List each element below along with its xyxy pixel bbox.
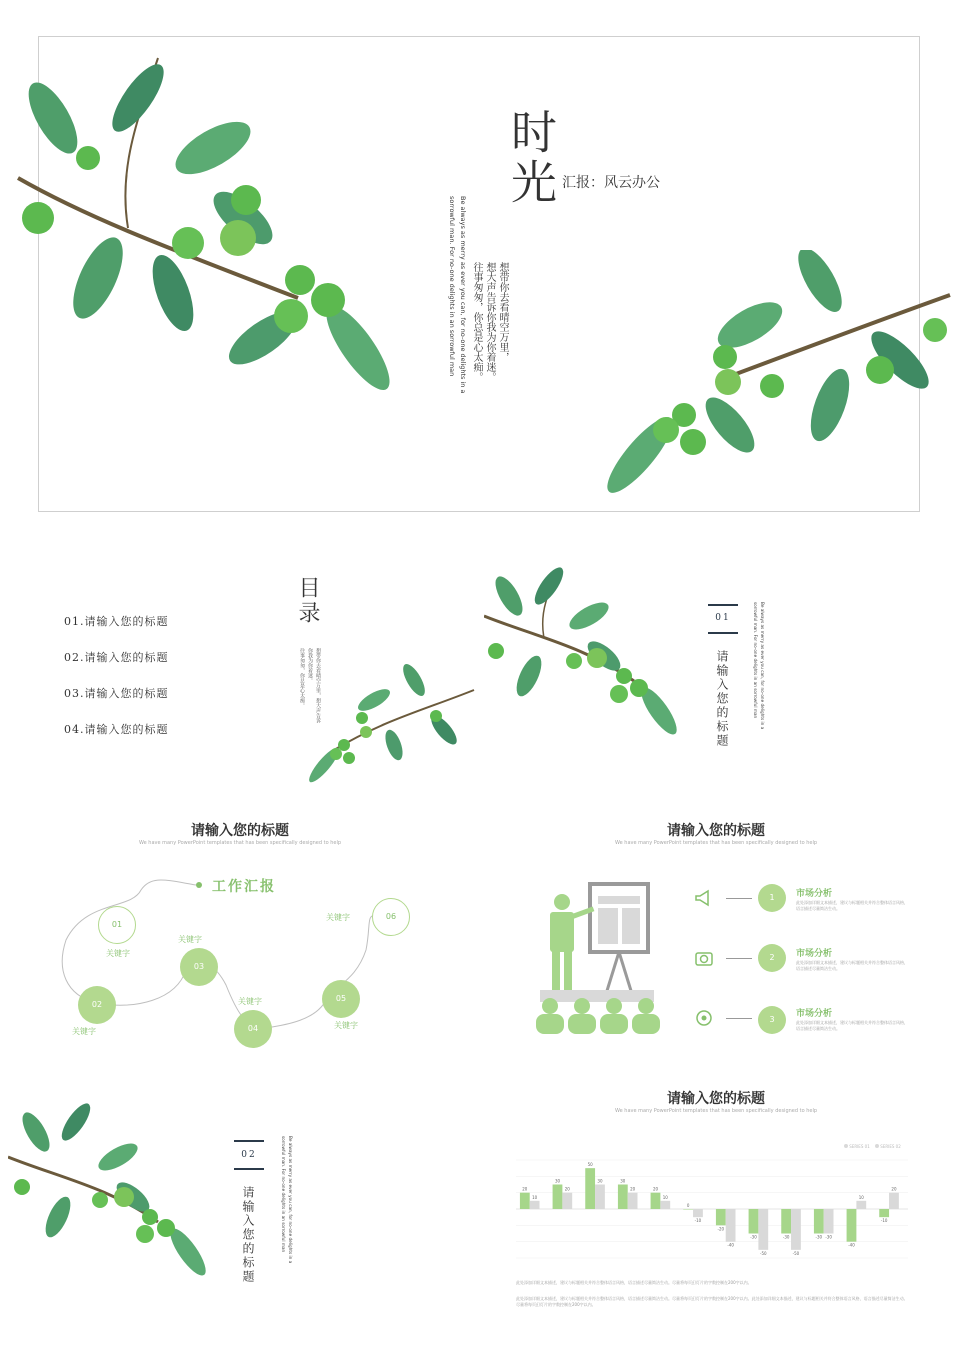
bar-1-5 [651,1193,661,1209]
legend-label-2: SERIES 02 [880,1144,901,1149]
chart-note-1: 此处添加详细文本描述，建议与标题相关并符合整体语言风格，语言描述尽量简洁生动。尽量将每页幻灯片的字数控制在200字以内。 [516,1280,752,1285]
poem-line-2: 想大声告诉你我为你着迷。 [484,262,495,382]
bar-label-1-4: 30 [620,1178,626,1184]
cover-title: 时光 [504,108,558,208]
section2-number: 02 [241,1150,257,1160]
chart-legend [844,1144,901,1149]
bar-2-4 [628,1193,638,1209]
section1-title: 请输入您的标题 [715,650,729,748]
bar-label-1-7: -20 [717,1226,725,1232]
bar-1-8 [749,1209,759,1234]
flow-node-04: 04 [234,1010,272,1048]
section1-number: 01 [715,613,731,623]
section2-note: Be always as merry as ever you can, for no-one delights in a sorrowful man. For no-one delights in an sorrowful man [281,1136,293,1264]
flow-node-03: 03 [180,948,218,986]
legend-label-1: SERIES 01 [849,1144,870,1149]
flow-header: 工作汇报 [212,879,276,895]
megaphone-icon [694,888,714,908]
flow-subtitle: We have many PowerPoint templates that has been specifically designed to help [138,840,342,846]
branch-illustration-left [8,48,408,408]
flow-keyword-05: 关键字 [334,1021,358,1030]
flow-title: 请输入您的标题 [191,823,289,839]
section2-rule-bottom [234,1168,264,1170]
bar-1-9 [781,1209,791,1234]
branch-illustration-section2 [8,1102,208,1282]
flow-node-02: 02 [78,986,116,1024]
branch-illustration-section1 [484,566,680,744]
poem-en-line-1: Be always as merry as ever you can, for no-one delights in a [459,196,467,394]
cover-poem-en [446,196,468,460]
arrow-line-3 [726,1018,752,1019]
bar-label-1-2: 30 [554,1178,561,1184]
bar-1-6 [683,1209,693,1210]
flow-keyword-03: 关键字 [178,935,202,944]
bar-2-11 [856,1201,866,1209]
poem-line-3: 往事匆匆，你总是心太痴。 [471,262,482,382]
poem-en-line-2: sorrowful man. For no-one delights in an sorrowful man [448,196,456,377]
bar-label-2-4: 20 [630,1186,636,1192]
bar-label-1-11: -40 [848,1242,855,1248]
bar-label-1-8: -30 [750,1234,757,1240]
toc-item-1[interactable]: 01.请输入您的标题 [64,615,169,628]
bar-label-1-9: -30 [782,1234,790,1240]
bar-label-2-2: 20 [564,1186,570,1192]
bar-2-6 [693,1209,703,1217]
camera-icon [694,948,714,968]
poem-line-1: 想带你去看晴空万里， [497,262,508,362]
toc-item-2[interactable]: 02.请输入您的标题 [64,651,169,664]
bar-2-7 [726,1209,736,1242]
bar-label-1-12: -10 [880,1218,888,1224]
bar-1-12 [879,1209,889,1217]
toc-item-3[interactable]: 03.请输入您的标题 [64,687,169,700]
market-heading-2: 市场分析 [796,949,833,959]
bar-2-9 [791,1209,801,1250]
bar-2-8 [758,1209,768,1250]
market-text-3: 此处添加详细文本描述，建议与标题相关并符合整体语言风格，语言描述尽量简洁生动。 [796,1020,908,1031]
bar-label-2-9: -50 [792,1250,800,1256]
legend-dot-2 [875,1144,879,1148]
chart-note-2: 此处添加详细文本描述，建议与标题相关并符合整体语言风格，语言描述尽量简洁生动。尽量将每页幻灯片的字数控制在200字以内。此处添加详细文本描述，建议与标题相关并符合整体语言风格，语言描述尽量简洁生动。尽量将每页幻灯片的字数控制在200字以内。 [516,1296,908,1307]
bar-2-5 [660,1201,670,1209]
bar-2-1 [530,1201,540,1209]
flow-node-01: 01 [98,906,136,944]
bar-label-2-6: -10 [694,1218,702,1224]
bar-label-2-5: 10 [662,1194,668,1200]
branch-illustration-right [600,250,952,506]
bar-label-2-10: -30 [825,1234,832,1240]
section1-rule-top [708,604,738,606]
bar-2-10 [824,1209,834,1234]
bar-2-2 [562,1193,572,1209]
cover-poem-cn [470,262,509,462]
bar-1-4 [618,1185,628,1210]
flow-keyword-06: 关键字 [326,913,350,922]
bar-1-10 [814,1209,824,1234]
toc-note-line-1: 想带你去看晴空万里，想大声告诉你我为你着迷。 [307,648,321,723]
bar-1-2 [553,1185,563,1210]
market-heading-3: 市场分析 [796,1009,833,1019]
target-icon [694,1008,714,1028]
toc-item-4[interactable]: 04.请输入您的标题 [64,723,169,736]
bar-1-3 [585,1168,595,1209]
flow-keyword-04: 关键字 [238,997,262,1006]
flow-node-05: 05 [322,980,360,1018]
market-title: 请输入您的标题 [667,823,765,839]
bar-label-2-1: 10 [532,1194,538,1200]
bar-label-2-3: 30 [597,1178,603,1184]
bar-label-2-12: 20 [891,1186,897,1192]
section1-rule-bottom [708,632,738,634]
chart-subtitle: We have many PowerPoint templates that has been specifically designed to help [614,1108,818,1114]
bar-label-1-10: -30 [815,1234,823,1240]
arrow-line-1 [726,898,752,899]
toc-heading: 目录 [295,576,320,626]
branch-illustration-toc [304,660,476,790]
market-subtitle: We have many PowerPoint templates that has been specifically designed to help [614,840,818,846]
bar-label-1-1: 20 [522,1186,528,1192]
flow-keyword-02: 关键字 [72,1027,96,1036]
bar-1-1 [520,1193,530,1209]
bar-label-1-5: 20 [652,1186,659,1192]
arrow-line-2 [726,958,752,959]
bar-2-12 [889,1193,899,1209]
bar-label-2-7: -40 [727,1242,734,1248]
flow-node-06: 06 [372,898,410,936]
presentation-illustration [534,882,664,1034]
market-text-2: 此处添加详细文本描述，建议与标题相关并符合整体语言风格，语言描述尽量简洁生动。 [796,960,908,971]
market-heading-1: 市场分析 [796,889,833,899]
cover-reporter: 汇报：风云办公 [562,175,660,191]
section2-title: 请输入您的标题 [241,1186,255,1284]
bar-label-2-8: -50 [760,1250,767,1256]
chart-title: 请输入您的标题 [667,1091,765,1107]
bar-2-3 [595,1185,605,1210]
flow-keyword-01: 关键字 [106,949,130,958]
bar-label-1-6: 0 [686,1203,690,1208]
market-num-1: 1 [758,884,786,912]
market-text-1: 此处添加详细文本描述，建议与标题相关并符合整体语言风格，语言描述尽量简洁生动。 [796,900,908,911]
section2-rule-top [234,1140,264,1142]
section1-note: Be always as merry as ever you can, for no-one delights in a sorrowful man. For no-one delights in an sorrowful man [753,602,765,730]
toc-note-line-2: 往事匆匆，你总是心太痴。 [299,648,305,708]
bar-chart [510,1154,914,1264]
bar-1-7 [716,1209,726,1225]
bar-1-11 [847,1209,857,1242]
legend-dot-1 [844,1144,848,1148]
bar-label-2-11: 10 [858,1194,864,1200]
market-num-2: 2 [758,944,786,972]
bar-label-1-3: 50 [587,1162,593,1168]
market-num-3: 3 [758,1006,786,1034]
